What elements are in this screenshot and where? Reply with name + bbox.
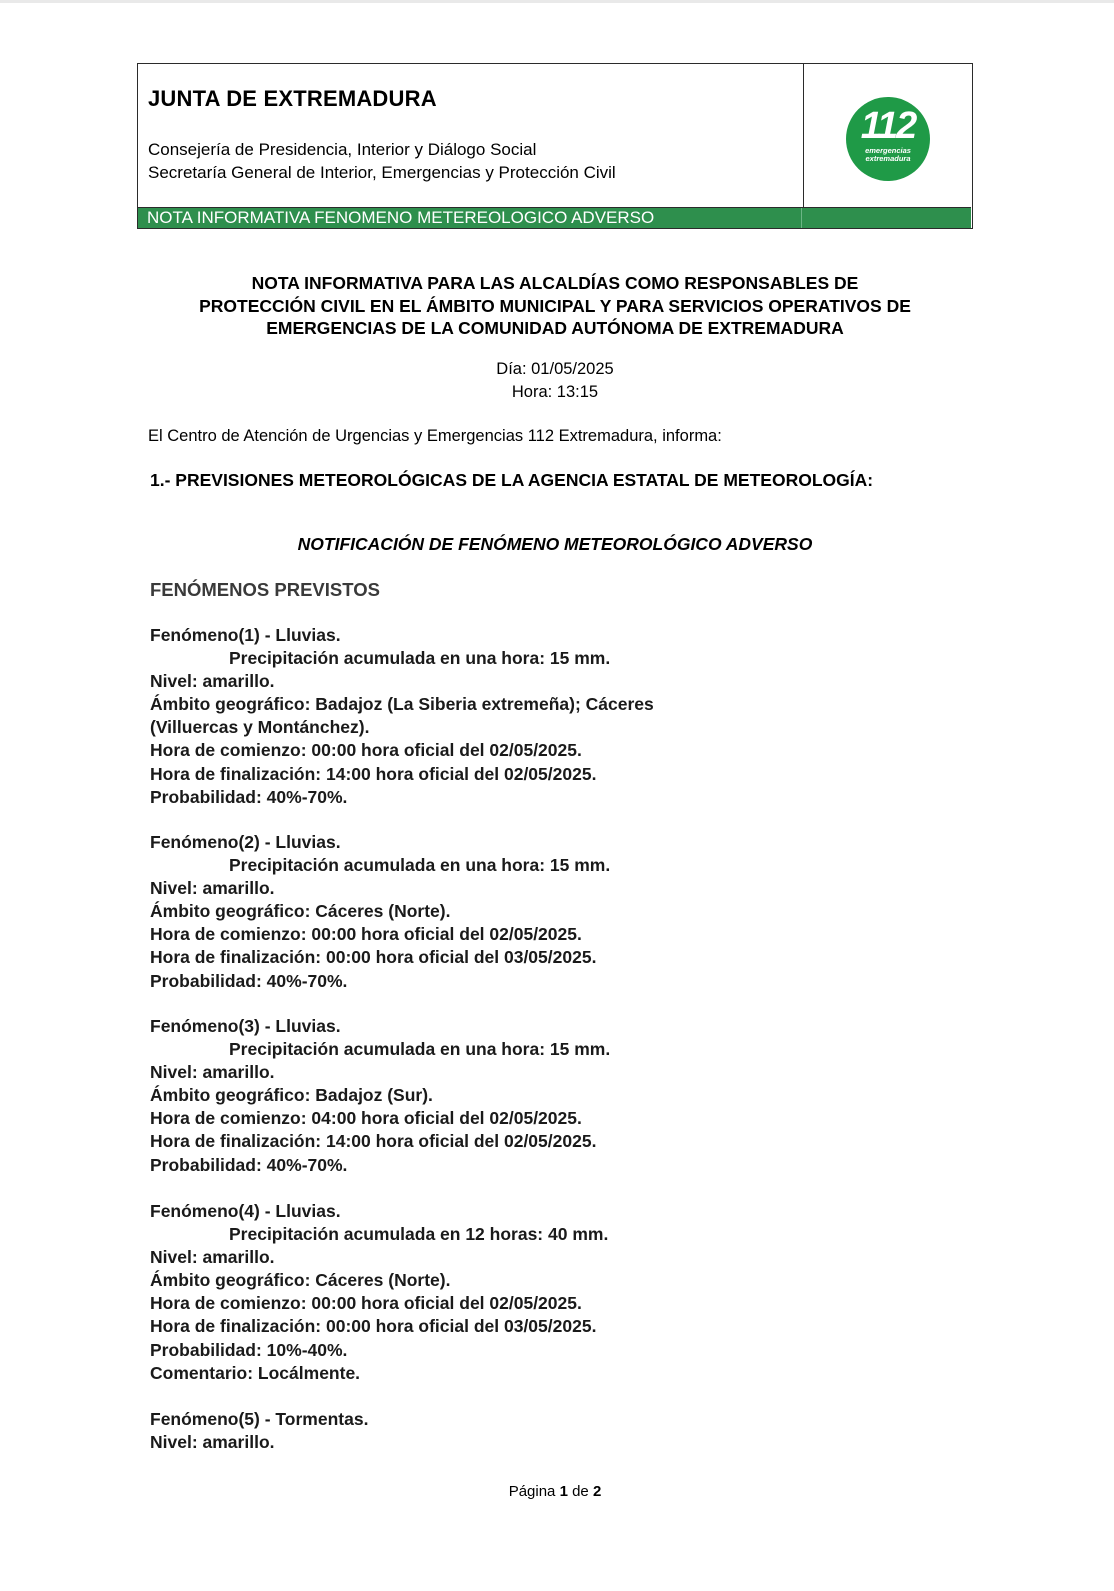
- phenomenon-scope: Ámbito geográfico: Badajoz (Sur).: [150, 1085, 433, 1106]
- department-line-1: Consejería de Presidencia, Interior y Diálogo Social: [148, 140, 537, 159]
- notification-heading: NOTIFICACIÓN DE FENÓMENO METEOROLÓGICO ADVERSO: [297, 534, 813, 554]
- phenomenon-level: Nivel: amarillo.: [150, 1247, 275, 1268]
- phenomenon-end: Hora de finalización: 14:00 hora oficial del 02/05/2025.: [150, 1131, 597, 1152]
- forecast-heading: FENÓMENOS PREVISTOS: [150, 579, 380, 600]
- phenomenon-start: Hora de comienzo: 00:00 hora oficial del 02/05/2025.: [150, 924, 582, 945]
- phenomenon-block: [150, 624, 950, 809]
- page-footer: [400, 1483, 710, 1500]
- emergencias-112-logo: [846, 97, 930, 181]
- organization-name: JUNTA DE EXTREMADURA: [148, 86, 437, 111]
- phenomenon-block: [150, 1408, 950, 1454]
- header-left-cell: [138, 64, 804, 207]
- header-bar-divider: [801, 208, 802, 228]
- phenomenon-title: Fenómeno(1) - Lluvias.: [150, 625, 341, 645]
- phenomenon-title: Fenómeno(2) - Lluvias.: [150, 832, 341, 852]
- phenomenon-level: Nivel: amarillo.: [150, 1062, 275, 1083]
- phenomenon-start: Hora de comienzo: 00:00 hora oficial del 02/05/2025.: [150, 740, 582, 761]
- logo-text-2: extremadura: [865, 154, 911, 163]
- time-text: Hora: 13:15: [511, 383, 599, 401]
- phenomenon-level: Nivel: amarillo.: [150, 1432, 275, 1453]
- phenomenon-level: Nivel: amarillo.: [150, 671, 275, 692]
- document-header: [137, 63, 973, 229]
- phenomenon-detail: Precipitación acumulada en 12 horas: 40 mm.: [229, 1224, 609, 1245]
- title-line-2: PROTECCIÓN CIVIL EN EL ÁMBITO MUNICIPAL Y PARA SERVICIOS OPERATIVOS DE: [199, 295, 911, 316]
- phenomenon-detail: Precipitación acumulada en una hora: 15 mm.: [229, 648, 611, 669]
- intro-text: El Centro de Atención de Urgencias y Emergencias 112 Extremadura, informa:: [148, 427, 722, 445]
- phenomenon-scope: Ámbito geográfico: Cáceres (Norte).: [150, 901, 451, 922]
- phenomenon-probability: Probabilidad: 40%-70%.: [150, 970, 348, 991]
- phenomenon-block: [150, 1200, 950, 1385]
- phenomenon-title: Fenómeno(3) - Lluvias.: [150, 1016, 341, 1036]
- phenomenon-title: Fenómeno(5) - Tormentas.: [150, 1409, 369, 1429]
- title-line-3: EMERGENCIAS DE LA COMUNIDAD AUTÓNOMA DE EXTREMADURA: [266, 318, 844, 338]
- logo-number: 112: [860, 105, 916, 147]
- phenomenon-title: Fenómeno(4) - Lluvias.: [150, 1201, 341, 1221]
- header-green-bar: [138, 207, 971, 228]
- department-line-2: Secretaría General de Interior, Emergencias y Protección Civil: [148, 163, 616, 182]
- phenomenon-scope: Ámbito geográfico: Cáceres (Norte).: [150, 1270, 451, 1291]
- phenomenon-detail: Precipitación acumulada en una hora: 15 mm.: [229, 1039, 611, 1060]
- footer-page-label: Página: [508, 1483, 556, 1500]
- phenomenon-scope: Ámbito geográfico: Badajoz (La Siberia extremeña); Cáceres: [150, 694, 654, 715]
- phenomenon-probability: Probabilidad: 40%-70%.: [150, 786, 348, 807]
- header-logo-cell: [803, 64, 971, 207]
- phenomenon-block: [150, 831, 950, 993]
- date-text: Día: 01/05/2025: [496, 360, 614, 378]
- phenomenon-scope-cont: (Villuercas y Montánchez).: [150, 717, 370, 738]
- title-line-1: NOTA INFORMATIVA PARA LAS ALCALDÍAS COMO RESPONSABLES DE: [251, 273, 859, 293]
- footer-page-total: 2: [592, 1483, 602, 1500]
- phenomenon-block: [150, 1015, 950, 1177]
- footer-of-label: de: [572, 1483, 589, 1500]
- phenomenon-start: Hora de comienzo: 00:00 hora oficial del 02/05/2025.: [150, 1293, 582, 1314]
- phenomenon-end: Hora de finalización: 14:00 hora oficial del 02/05/2025.: [150, 763, 597, 784]
- phenomenon-probability: Probabilidad: 40%-70%.: [150, 1154, 348, 1175]
- phenomenon-end: Hora de finalización: 00:00 hora oficial del 03/05/2025.: [150, 947, 597, 968]
- phenomenon-probability: Probabilidad: 10%-40%.: [150, 1339, 348, 1360]
- header-bar-text: NOTA INFORMATIVA FENOMENO METEREOLOGICO ADVERSO: [147, 208, 655, 227]
- section-1-heading: 1.- PREVISIONES METEOROLÓGICAS DE LA AGENCIA ESTATAL DE METEOROLOGÍA:: [150, 470, 874, 490]
- phenomenon-comment: Comentario: Locálmente.: [150, 1362, 361, 1383]
- logo-text-1: emergencias: [865, 146, 911, 155]
- phenomenon-level: Nivel: amarillo.: [150, 878, 275, 899]
- document-title: [140, 272, 970, 340]
- footer-page-number: 1: [559, 1483, 568, 1500]
- phenomenon-detail: Precipitación acumulada en una hora: 15 mm.: [229, 855, 611, 876]
- phenomenon-start: Hora de comienzo: 04:00 hora oficial del 02/05/2025.: [150, 1108, 582, 1129]
- phenomenon-end: Hora de finalización: 00:00 hora oficial del 03/05/2025.: [150, 1316, 597, 1337]
- top-edge: [0, 0, 1114, 3]
